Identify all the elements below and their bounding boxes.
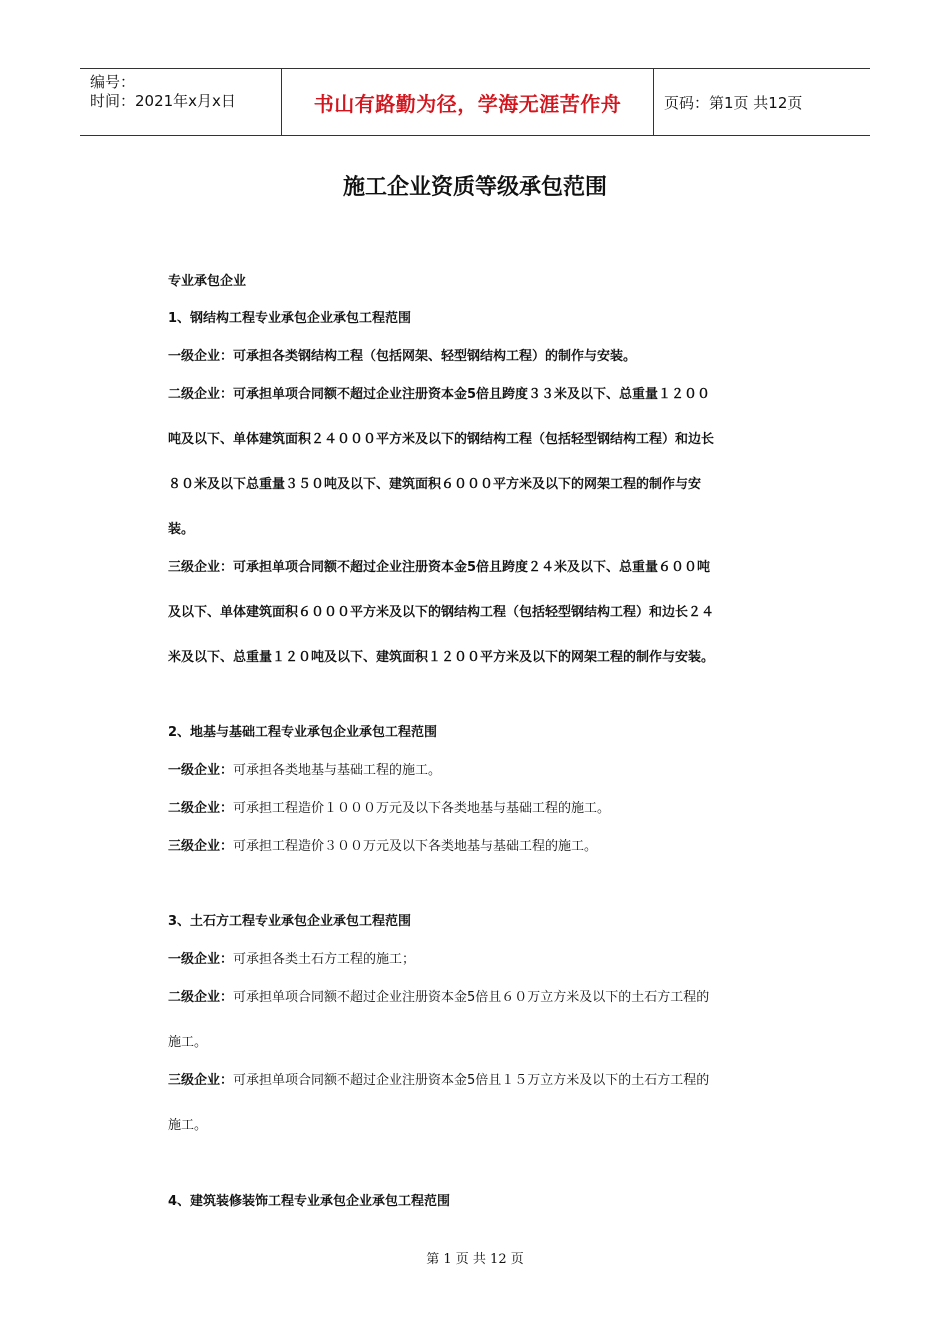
s2-row bbox=[168, 797, 788, 816]
s1-line: 二级企业：可承担单项合同额不超过企业注册资本金5倍且跨度３３米及以下、总重量１２００ bbox=[168, 387, 711, 402]
s1-heading: 1、钢结构工程专业承包企业承包工程范围 bbox=[168, 311, 412, 326]
s3-row-continuation: 施工。 bbox=[168, 1118, 208, 1133]
s1-line: ８０米及以下总重量３５０吨及以下、建筑面积６０００平方米及以下的网架工程的制作与安 bbox=[168, 477, 702, 492]
s2-row bbox=[168, 759, 788, 778]
s3-row-continuation: 施工。 bbox=[168, 1035, 208, 1050]
s1-line: 三级企业：可承担单项合同额不超过企业注册资本金5倍且跨度２４米及以下、总重量６００吨 bbox=[168, 560, 711, 575]
s1-line: 装。 bbox=[168, 522, 195, 537]
s3-row-text: 可承担各类土石方工程的施工； bbox=[233, 952, 416, 967]
header-page-info: 页码：第1页 共12页 bbox=[664, 93, 803, 112]
s3-row-label: 三级企业： bbox=[168, 1073, 234, 1088]
s3-row bbox=[168, 948, 788, 967]
s2-row bbox=[168, 835, 788, 854]
s2-row-label: 一级企业： bbox=[168, 763, 234, 778]
s2-heading: 2、地基与基础工程专业承包企业承包工程范围 bbox=[168, 725, 438, 740]
s3-row-text: 可承担单项合同额不超过企业注册资本金5倍且６０万立方米及以下的土石方工程的 bbox=[233, 990, 710, 1005]
s3-row bbox=[168, 1069, 788, 1088]
header-table bbox=[80, 68, 870, 136]
s2-row-text: 可承担各类地基与基础工程的施工。 bbox=[233, 763, 442, 778]
s3-row bbox=[168, 986, 788, 1005]
s3-row-label: 二级企业： bbox=[168, 990, 234, 1005]
s2-row-label: 二级企业： bbox=[168, 801, 234, 816]
header-motto: 书山有路勤为径，学海无涯苦作舟 bbox=[281, 69, 654, 135]
doc-time-label: 时间：2021年x月x日 bbox=[90, 92, 236, 110]
s3-row-label: 一级企业： bbox=[168, 952, 234, 967]
s2-row-label: 三级企业： bbox=[168, 839, 234, 854]
s3-row-text: 可承担单项合同额不超过企业注册资本金5倍且１５万立方米及以下的土石方工程的 bbox=[233, 1073, 710, 1088]
section-heading: 专业承包企业 bbox=[168, 274, 247, 289]
s1-line: 米及以下、总重量１２０吨及以下、建筑面积１２００平方米及以下的网架工程的制作与安装。 bbox=[168, 650, 715, 665]
s2-row-text: 可承担工程造价１０００万元及以下各类地基与基础工程的施工。 bbox=[233, 801, 611, 816]
s2-row-text: 可承担工程造价３００万元及以下各类地基与基础工程的施工。 bbox=[233, 839, 598, 854]
header-left-cell bbox=[80, 69, 281, 135]
s1-line: 及以下、单体建筑面积６０００平方米及以下的钢结构工程（包括轻型钢结构工程）和边长２４ bbox=[168, 605, 715, 620]
s1-line: 一级企业：可承担各类钢结构工程（包括网架、轻型钢结构工程）的制作与安装。 bbox=[168, 349, 637, 364]
s1-line: 吨及以下、单体建筑面积２４０００平方米及以下的钢结构工程（包括轻型钢结构工程）和边长 bbox=[168, 432, 715, 447]
document-title: 施工企业资质等级承包范围 bbox=[342, 174, 607, 200]
page-footer: 第 1 页 共 12 页 bbox=[426, 1252, 524, 1267]
s4-heading: 4、建筑装修装饰工程专业承包企业承包工程范围 bbox=[168, 1194, 451, 1209]
s3-heading: 3、土石方工程专业承包企业承包工程范围 bbox=[168, 914, 412, 929]
doc-number-label: 编号： bbox=[90, 73, 136, 91]
